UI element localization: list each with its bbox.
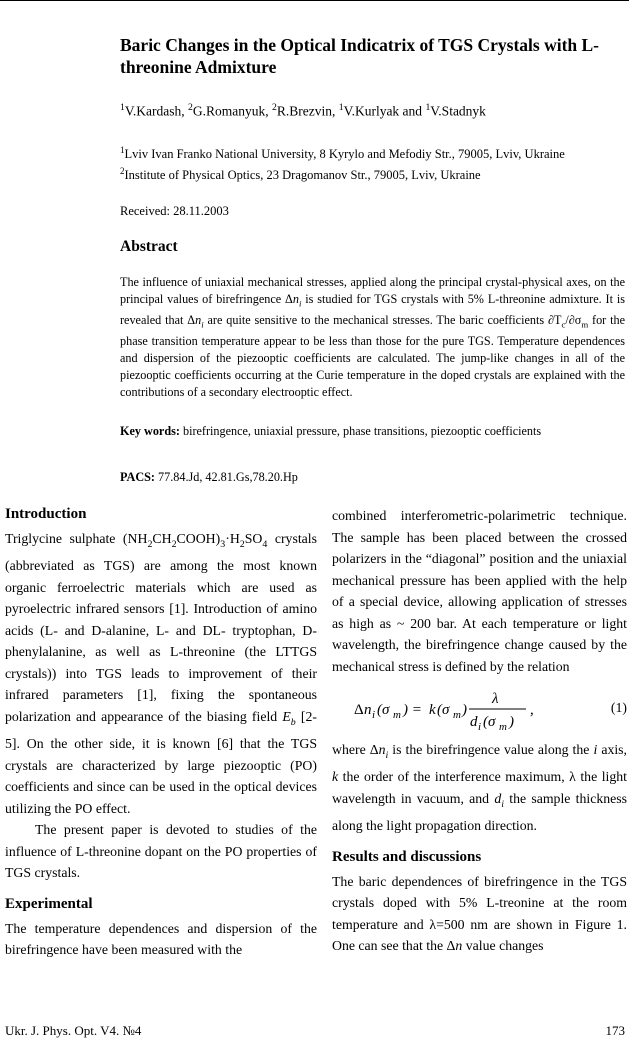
introduction-paragraph-1: Triglycine sulphate $(NH_2CH_2COOH)_3\cdot H_2SO_4$ crystals (abbreviated as TGS) are among the most known organic ferroelectric materials which are used as pyroelectric infrared sensors [1]. Introduction of amino acids (L- and D-alanine, L- and DL- tryptophan, D-phenylalanine, as well as L-threonine (the LTTGS crystals)) into TGS leads to improvement of their infrared parameters [1], fixing the spontaneous polarization and appearance of the biasing field $E_b$ [2-5]. On the other side, it is known [6] that the TGS crystals are characterized by large piezooptic (PO) coefficients and since can be used in the optical devices utilizing the PO effect.	[5, 531, 317, 816]
method-paragraph: combined interferometric-polarimetric technique. The sample has been placed between the crossed polarizers in the “diagonal” position and the uniaxial mechanical pressure has been applied with the help of a special device, allowing application of stresses as high as ~ 200 bar. At each temperature or light wavelength, the birefringence change caused by the mechanical stress is defined by the relation	[332, 508, 627, 674]
paper-title: Baric Changes in the Optical Indicatrix of TGS Crystals with L-threonine Admixture	[120, 35, 600, 77]
svg-text:i: i	[372, 709, 376, 721]
experimental-heading: Experimental	[5, 895, 93, 912]
svg-text:λ: λ	[492, 691, 499, 707]
abstract-heading: Abstract	[120, 238, 178, 255]
equation-1	[332, 681, 627, 733]
affiliation-1: $^1$Lviv Ivan Franko National University, 8 Kyrylo and Mefodiy Str., 79005, Lviv, Ukraine	[120, 145, 565, 162]
affiliations	[120, 142, 565, 184]
svg-text:) =: ) =	[403, 702, 422, 718]
results-heading: Results and discussions	[332, 848, 482, 865]
svg-text:): )	[509, 714, 514, 730]
svg-text:d: d	[470, 714, 478, 730]
equation-number: (1)	[610, 700, 627, 715]
results-paragraph: The baric dependences of birefringence in the TGS crystals doped with 5% L-treonine at the room temperature and λ=500 nm are shown in Figure 1. One can see that the Δn value changes	[332, 873, 627, 953]
left-column	[5, 505, 317, 961]
svg-text:Δ: Δ	[354, 702, 364, 718]
introduction-paragraph-2: The present paper is devoted to studies of the influence of L-threonine dopant on the PO properties of TGS crystals.	[5, 822, 317, 880]
received-date: Received: 28.11.2003	[120, 204, 229, 218]
svg-text:): )	[462, 702, 467, 718]
svg-text:(σ: (σ	[437, 702, 450, 718]
svg-text:k: k	[429, 702, 436, 718]
experimental-paragraph: The temperature dependences and dispersion of the birefringence have been measured with the	[5, 920, 317, 957]
svg-text:m: m	[499, 721, 507, 733]
top-rule	[0, 0, 629, 1]
abstract-text: The influence of uniaxial mechanical stresses, applied along the principal crystal-physical axes, on the principal values of birefringence $\Delta n_i$ is studied for TGS crystals with 5% L-threonine admixture. It is revealed that $\Delta n_i$ are quite sensitive to the mechanical stresses. The baric coefficients $\partial T_c/\partial\sigma_m$ for the phase transition temperature appear to be less than those for the pure TGS. Temperature dependences and dispersion of the piezooptic coefficients are calculated. The jump-like changes in all of the piezooptic coefficients occurring at the Curie temperature in the doped crystals are explained with the contributions of a secondary electrooptic effect.	[120, 275, 625, 399]
introduction-heading: Introduction	[5, 506, 87, 522]
svg-text:(σ: (σ	[483, 714, 496, 730]
affiliation-2: $^2$Institute of Physical Optics, 23 Dragomanov Str., 79005, Lviv, Ukraine	[120, 166, 481, 183]
pacs-codes: PACS: 77.84.Jd, 42.81.Gs,78.20.Hp	[120, 470, 298, 484]
authors-line: $^1$V.Kardash, $^2$G.Romanyuk, $^2$R.Brezvin, $^1$V.Kurlyak and $^1$V.Stadnyk	[120, 102, 486, 119]
journal-footer: Ukr. J. Phys. Opt. V4. №4	[5, 1023, 142, 1038]
where-paragraph: where $\Delta n_i$ is the birefringence value along the i axis, k the order of the interference maximum, λ the light wavelength in vacuum, and $d_i$ the sample thickness along the light propagation direction.	[332, 742, 627, 833]
svg-text:m: m	[393, 709, 401, 721]
svg-text:,: ,	[530, 702, 534, 718]
svg-text:m: m	[453, 709, 461, 721]
svg-text:i: i	[478, 721, 482, 733]
right-column	[332, 505, 627, 957]
svg-text:n: n	[364, 702, 372, 718]
svg-text:(σ: (σ	[377, 702, 390, 718]
equation-graphic	[332, 681, 627, 733]
keywords: Key words: birefringence, uniaxial pressure, phase transitions, piezooptic coefficients	[120, 424, 542, 438]
page-number: 173	[605, 1023, 625, 1038]
